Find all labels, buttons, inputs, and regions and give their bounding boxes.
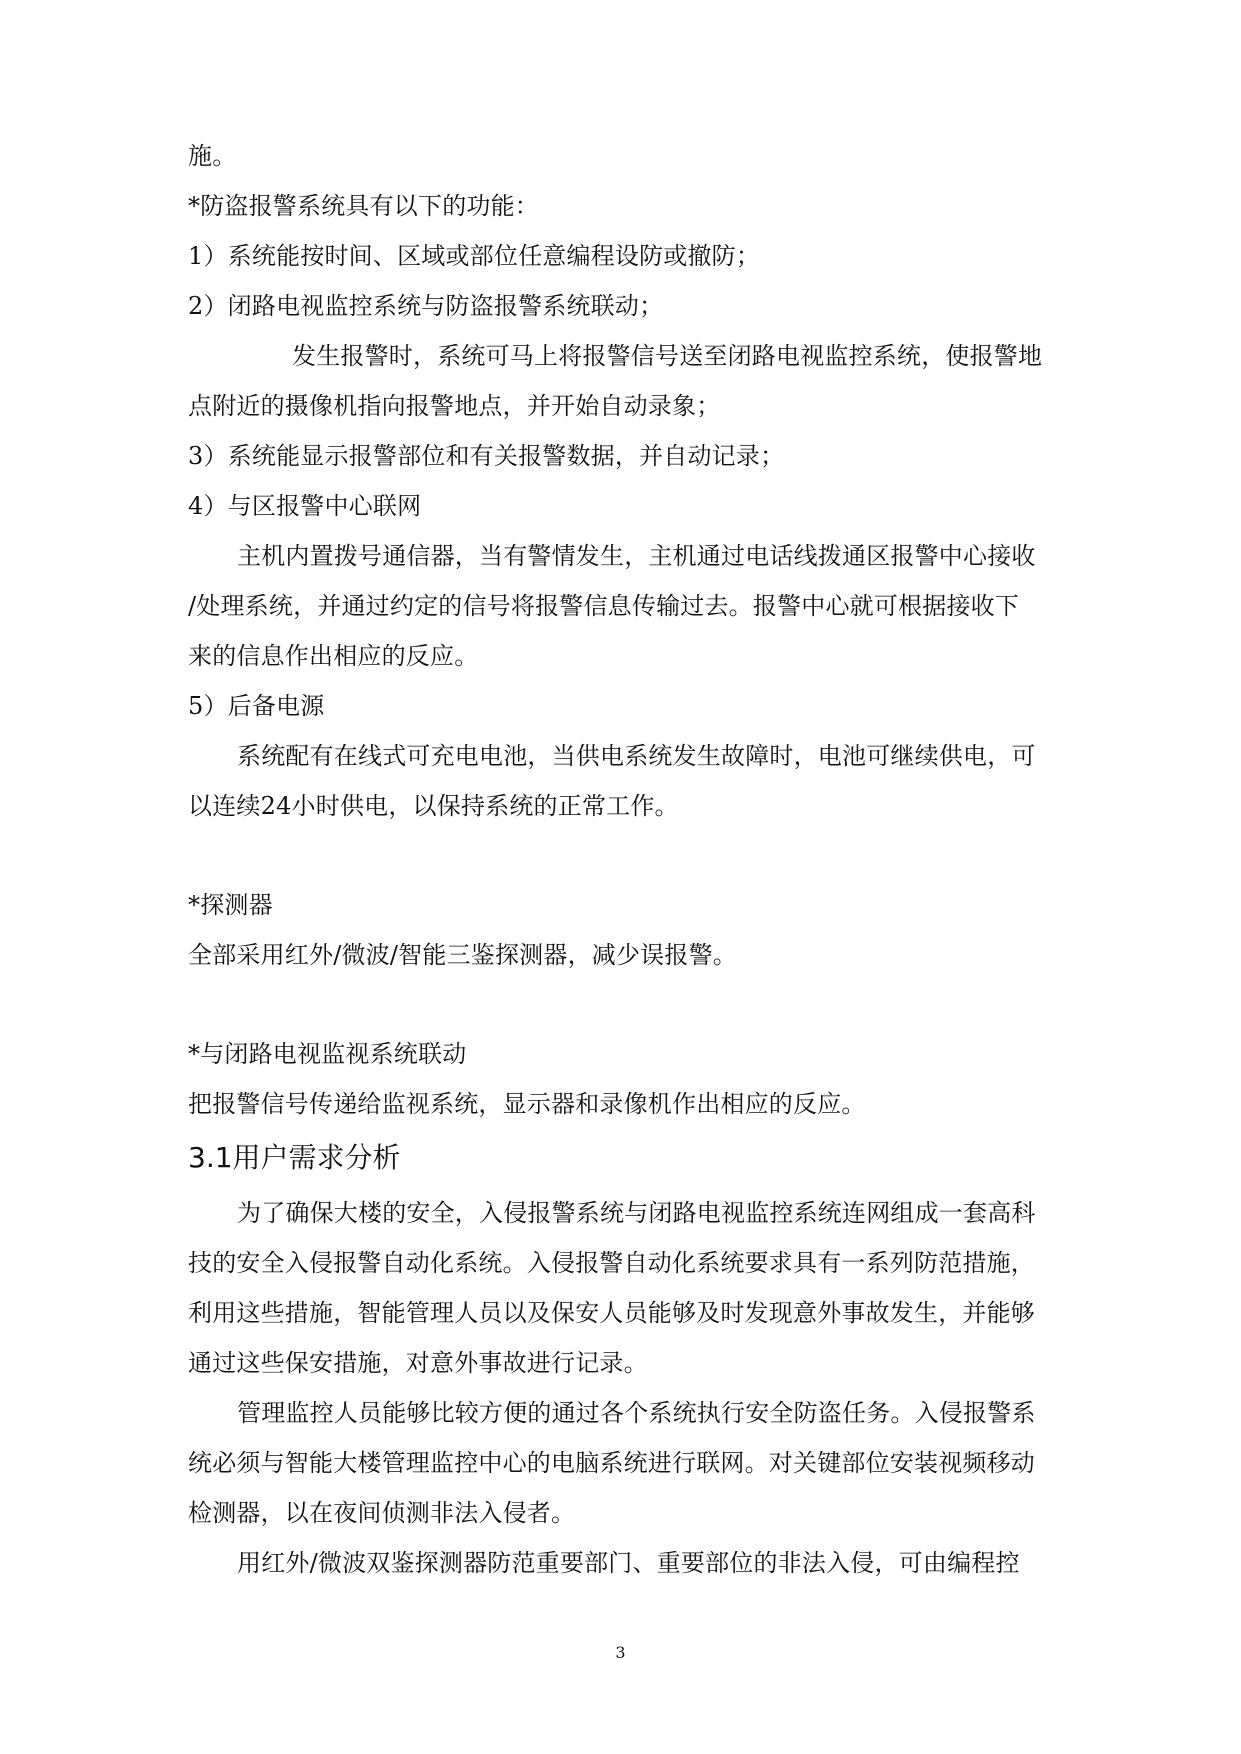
text-line: *与闭路电视监视系统联动 [188, 1040, 467, 1068]
list-item: 1）系统能按时间、区域或部位任意编程设防或撤防； [188, 242, 761, 270]
text-line: 管理监控人员能够比较方便的通过各个系统执行安全防盗任务。入侵报警系 [237, 1399, 1036, 1427]
text-line: 技的安全入侵报警自动化系统。入侵报警自动化系统要求具有一系列防范措施， [188, 1249, 1035, 1277]
text-line: 点附近的摄像机指向报警地点，并开始自动录象； [188, 392, 721, 420]
text-line: 用红外/微波双鉴探测器防范重要部门、重要部位的非法入侵，可由编程控 [237, 1549, 1020, 1577]
list-item: 5）后备电源 [188, 692, 325, 720]
list-item: 2）闭路电视监控系统与防盗报警系统联动； [188, 292, 664, 320]
text-line: 为了确保大楼的安全，入侵报警系统与闭路电视监控系统连网组成一套高科 [237, 1199, 1036, 1227]
text-line: *防盗报警系统具有以下的功能： [188, 192, 539, 220]
text-line: *探测器 [188, 891, 273, 919]
text-line: 全部采用红外/微波/智能三鉴探测器，减少误报警。 [188, 941, 737, 969]
text-line: 发生报警时，系统可马上将报警信号送至闭路电视监控系统，使报警地 [292, 342, 1043, 370]
text-line: /处理系统，并通过约定的信号将报警信息传输过去。报警中心就可根据接收下 [188, 592, 1020, 620]
page-number: 3 [615, 1643, 626, 1662]
list-item: 3）系统能显示报警部位和有关报警数据，并自动记录； [188, 442, 785, 470]
text-line: 以连续24小时供电，以保持系统的正常工作。 [188, 792, 679, 820]
text-line: 施。 [188, 142, 237, 170]
text-line: 利用这些措施，智能管理人员以及保安人员能够及时发现意外事故发生，并能够 [188, 1299, 1035, 1327]
text-line: 检测器，以在夜间侦测非法入侵者。 [188, 1499, 576, 1527]
text-line: 统必须与智能大楼管理监控中心的电脑系统进行联网。对关键部位安装视频移动 [188, 1449, 1035, 1477]
text-line: 把报警信号传递给监视系统，显示器和录像机作出相应的反应。 [188, 1090, 866, 1118]
section-heading: 3.1用户需求分析 [188, 1141, 401, 1174]
text-line: 主机内置拨号通信器，当有警情发生，主机通过电话线拨通区报警中心接收 [237, 542, 1036, 570]
text-line: 来的信息作出相应的反应。 [188, 642, 479, 670]
text-line: 通过这些保安措施，对意外事故进行记录。 [188, 1349, 648, 1377]
text-line: 系统配有在线式可充电电池，当供电系统发生故障时，电池可继续供电，可 [237, 742, 1036, 770]
list-item: 4）与区报警中心联网 [188, 492, 422, 520]
